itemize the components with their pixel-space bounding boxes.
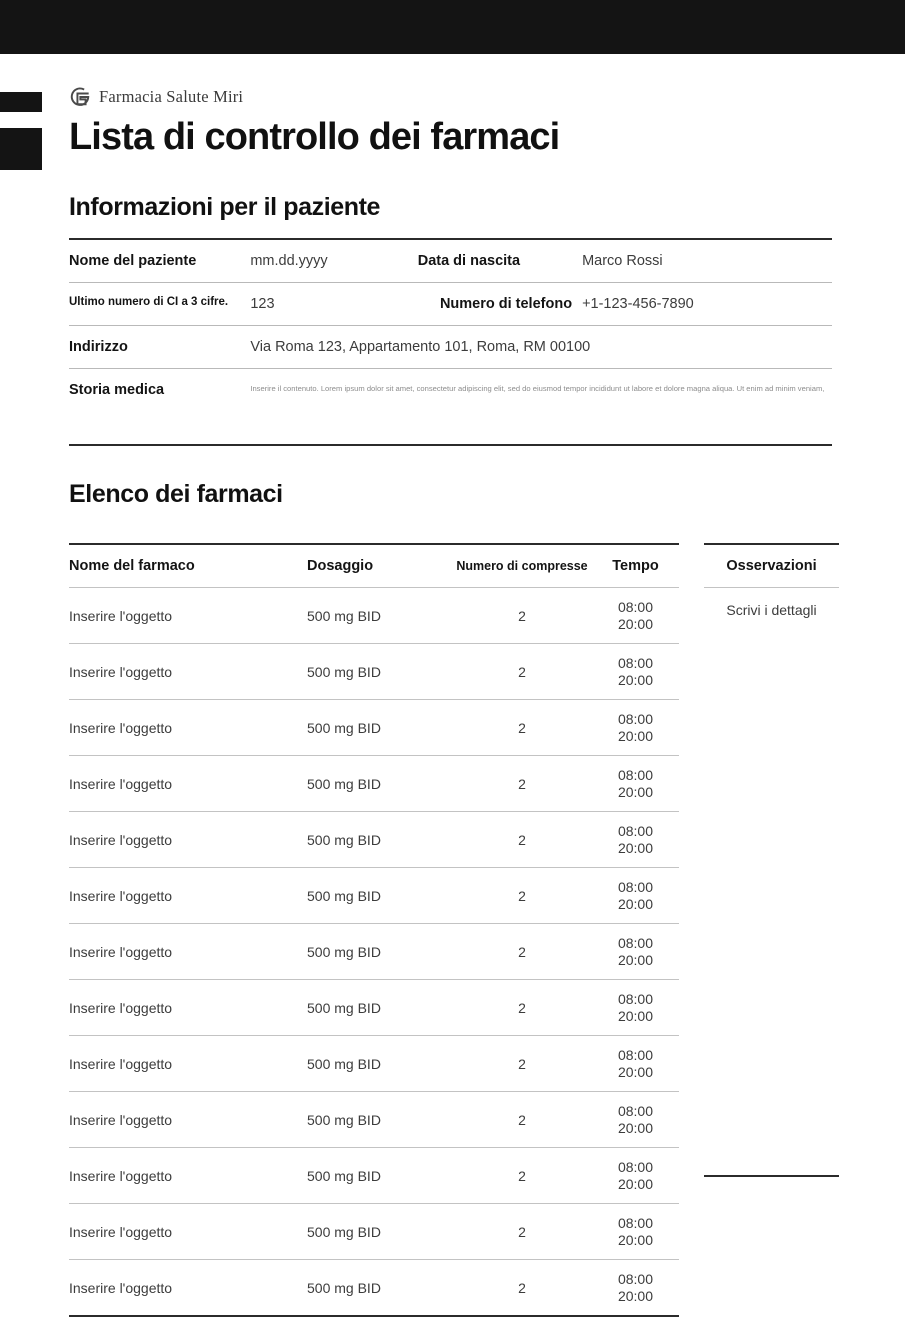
medical-history-value[interactable]: Inserire il contenuto. Lorem ipsum dolor sit amet, consectetur adipiscing elit, sed do eiusmod tempor incididunt ut labore et dolore magna aliqua. Ut enim ad minim veniam,	[250, 384, 825, 393]
brand-name: Farmacia Salute Miri	[99, 87, 244, 106]
table-row	[69, 1036, 679, 1092]
cell-tablet-count[interactable]: 2	[452, 980, 592, 1036]
table-row	[69, 1148, 679, 1204]
patient-info-row-address	[69, 326, 832, 369]
cell-time-morning: 08:00	[617, 823, 654, 840]
cell-observation[interactable]	[704, 1085, 839, 1130]
cell-dosage[interactable]: 500 mg BID	[307, 644, 452, 700]
cell-dosage[interactable]: 500 mg BID	[307, 1204, 452, 1260]
observations-row	[704, 859, 839, 904]
cell-time-evening: 20:00	[617, 1231, 654, 1248]
cell-time-evening: 20:00	[617, 951, 654, 968]
cell-time[interactable]	[592, 924, 679, 980]
column-header-observations: Osservazioni	[704, 544, 839, 588]
patient-address-value[interactable]: Via Roma 123, Appartamento 101, Roma, RM 00100	[250, 339, 591, 355]
cell-dosage[interactable]: 500 mg BID	[307, 1092, 452, 1148]
cell-time-evening: 20:00	[617, 1063, 654, 1080]
cell-drug-name[interactable]: Inserire l'oggetto	[69, 980, 307, 1036]
column-header-time: Tempo	[592, 544, 679, 588]
cell-dosage[interactable]: 500 mg BID	[307, 1036, 452, 1092]
cell-time-evening: 20:00	[617, 895, 654, 912]
cell-time-morning: 08:00	[617, 1159, 654, 1176]
table-row	[69, 812, 679, 868]
cell-observation[interactable]	[704, 724, 839, 769]
cell-drug-name[interactable]: Inserire l'oggetto	[69, 700, 307, 756]
cell-time-morning: 08:00	[617, 767, 654, 784]
cell-tablet-count[interactable]: 2	[452, 1092, 592, 1148]
patient-info-row-name-dob	[69, 239, 832, 283]
observations-row	[704, 1040, 839, 1085]
cell-time-evening: 20:00	[617, 1119, 654, 1136]
patient-info-table	[69, 238, 832, 446]
observations-row	[704, 588, 839, 634]
cell-drug-name[interactable]: Inserire l'oggetto	[69, 1204, 307, 1260]
cell-tablet-count[interactable]: 2	[452, 588, 592, 644]
cell-time-morning: 08:00	[617, 1103, 654, 1120]
table-row	[69, 924, 679, 980]
cell-observation[interactable]	[704, 769, 839, 814]
cell-drug-name[interactable]: Inserire l'oggetto	[69, 1092, 307, 1148]
cell-drug-name[interactable]: Inserire l'oggetto	[69, 812, 307, 868]
cell-time-morning: 08:00	[617, 599, 654, 615]
cell-tablet-count[interactable]: 2	[452, 644, 592, 700]
cell-drug-name[interactable]: Inserire l'oggetto	[69, 924, 307, 980]
table-row	[69, 1260, 679, 1317]
cell-tablet-count[interactable]: 2	[452, 756, 592, 812]
patient-id-value[interactable]: 123	[250, 296, 275, 312]
cell-dosage[interactable]: 500 mg BID	[307, 588, 452, 644]
cell-time-morning: 08:00	[617, 991, 654, 1008]
observations-table	[704, 543, 839, 1177]
medication-tables-wrapper	[69, 543, 905, 1317]
table-row	[69, 644, 679, 700]
cell-time-evening: 20:00	[617, 783, 654, 800]
observations-row	[704, 995, 839, 1040]
cell-time-evening: 20:00	[617, 671, 654, 688]
cell-time[interactable]	[592, 812, 679, 868]
cell-drug-name[interactable]: Inserire l'oggetto	[69, 1260, 307, 1317]
cell-time[interactable]	[592, 1260, 679, 1317]
cell-observation[interactable]	[704, 995, 839, 1040]
patient-dob-label: Data di nascita	[417, 253, 521, 269]
cell-tablet-count[interactable]: 2	[452, 700, 592, 756]
cell-drug-name[interactable]: Inserire l'oggetto	[69, 756, 307, 812]
table-row	[69, 980, 679, 1036]
cell-drug-name[interactable]: Inserire l'oggetto	[69, 1036, 307, 1092]
cell-time-evening: 20:00	[617, 1287, 654, 1304]
cell-tablet-count[interactable]: 2	[452, 812, 592, 868]
cell-time[interactable]	[592, 1092, 679, 1148]
cell-observation[interactable]	[704, 904, 839, 949]
observations-row	[704, 904, 839, 949]
cell-tablet-count[interactable]: 2	[452, 924, 592, 980]
cell-observation[interactable]	[704, 859, 839, 904]
cell-time[interactable]	[592, 868, 679, 924]
column-header-dosage: Dosaggio	[307, 544, 452, 588]
cell-time-morning: 08:00	[617, 1271, 654, 1288]
cell-dosage[interactable]: 500 mg BID	[307, 756, 452, 812]
cell-dosage[interactable]: 500 mg BID	[307, 1260, 452, 1317]
cell-time-evening: 20:00	[617, 1175, 654, 1192]
observations-row	[704, 950, 839, 995]
table-row	[69, 1092, 679, 1148]
cell-dosage[interactable]: 500 mg BID	[307, 812, 452, 868]
cell-time[interactable]	[592, 980, 679, 1036]
medical-history-label: Storia medica	[69, 382, 165, 398]
table-row	[69, 700, 679, 756]
cell-dosage[interactable]: 500 mg BID	[307, 980, 452, 1036]
observations-header-row	[704, 544, 839, 588]
cell-drug-name[interactable]: Inserire l'oggetto	[69, 644, 307, 700]
patient-name-label: Nome del paziente	[69, 253, 197, 269]
cell-time-morning: 08:00	[617, 879, 654, 896]
cell-tablet-count[interactable]: 2	[452, 1260, 592, 1317]
cell-time[interactable]	[592, 756, 679, 812]
cell-time[interactable]	[592, 588, 679, 644]
document-page	[0, 54, 905, 1317]
observations-row	[704, 814, 839, 859]
cell-drug-name[interactable]: Inserire l'oggetto	[69, 868, 307, 924]
cell-observation[interactable]	[704, 1130, 839, 1176]
observations-row	[704, 1085, 839, 1130]
cell-time-evening: 20:00	[617, 727, 654, 744]
cell-dosage[interactable]: 500 mg BID	[307, 924, 452, 980]
table-row	[69, 756, 679, 812]
cell-tablet-count[interactable]: 2	[452, 868, 592, 924]
observations-table-body	[704, 588, 839, 1177]
column-header-tablet-count: Numero di compresse	[452, 544, 592, 588]
cell-tablet-count[interactable]: 2	[452, 1036, 592, 1092]
cell-observation[interactable]: Scrivi i dettagli	[726, 602, 817, 618]
patient-phone-label: Numero di telefono	[439, 296, 573, 312]
cell-time-evening: 20:00	[617, 1007, 654, 1024]
cell-time-morning: 08:00	[617, 711, 654, 728]
cell-drug-name[interactable]: Inserire l'oggetto	[69, 1148, 307, 1204]
patient-info-row-history	[69, 369, 832, 446]
observations-row	[704, 1130, 839, 1176]
cell-observation[interactable]	[704, 1040, 839, 1085]
cell-observation[interactable]	[704, 950, 839, 995]
observations-row	[704, 724, 839, 769]
cell-time-morning: 08:00	[617, 935, 654, 952]
cell-dosage[interactable]: 500 mg BID	[307, 700, 452, 756]
patient-name-value[interactable]: mm.dd.yyyy	[250, 253, 328, 269]
patient-info-row-id-phone	[69, 283, 832, 326]
cell-time[interactable]	[592, 1148, 679, 1204]
cell-time-morning: 08:00	[617, 655, 654, 672]
patient-id-label: Ultimo numero di CI a 3 cifre.	[69, 296, 229, 308]
cell-time-evening: 20:00	[617, 615, 654, 632]
cell-time[interactable]	[592, 1036, 679, 1092]
cell-dosage[interactable]: 500 mg BID	[307, 1148, 452, 1204]
cell-tablet-count[interactable]: 2	[452, 1204, 592, 1260]
medication-list-table	[69, 543, 679, 1317]
observations-row	[704, 633, 839, 678]
column-header-drug-name: Nome del farmaco	[69, 544, 307, 588]
cell-dosage[interactable]: 500 mg BID	[307, 868, 452, 924]
cell-time[interactable]	[592, 1204, 679, 1260]
patient-phone-value[interactable]: +1-123-456-7890	[582, 296, 694, 312]
table-row	[69, 868, 679, 924]
brand-header	[69, 86, 905, 108]
patient-dob-value[interactable]: Marco Rossi	[582, 253, 663, 269]
cell-time-evening: 20:00	[617, 839, 654, 856]
cell-time-morning: 08:00	[617, 1047, 654, 1064]
medication-section-heading: Elenco dei farmaci	[69, 480, 283, 508]
document-title: Lista di controllo dei farmaci	[69, 116, 560, 158]
observations-row	[704, 769, 839, 814]
observations-row	[704, 678, 839, 723]
top-black-banner	[0, 0, 905, 54]
cell-observation[interactable]	[704, 633, 839, 678]
cell-observation[interactable]	[704, 814, 839, 859]
table-row	[69, 588, 679, 644]
cell-observation[interactable]	[704, 678, 839, 723]
cell-time[interactable]	[592, 700, 679, 756]
medication-table-header-row	[69, 544, 679, 588]
cell-time[interactable]	[592, 644, 679, 700]
table-row	[69, 1204, 679, 1260]
g-monogram-logo-icon	[69, 86, 91, 108]
cell-drug-name[interactable]: Inserire l'oggetto	[69, 588, 307, 644]
cell-tablet-count[interactable]: 2	[452, 1148, 592, 1204]
patient-address-label: Indirizzo	[69, 339, 128, 355]
cell-time-morning: 08:00	[617, 1215, 654, 1232]
patient-section-heading: Informazioni per il paziente	[69, 193, 381, 221]
medication-table-body	[69, 588, 679, 1317]
